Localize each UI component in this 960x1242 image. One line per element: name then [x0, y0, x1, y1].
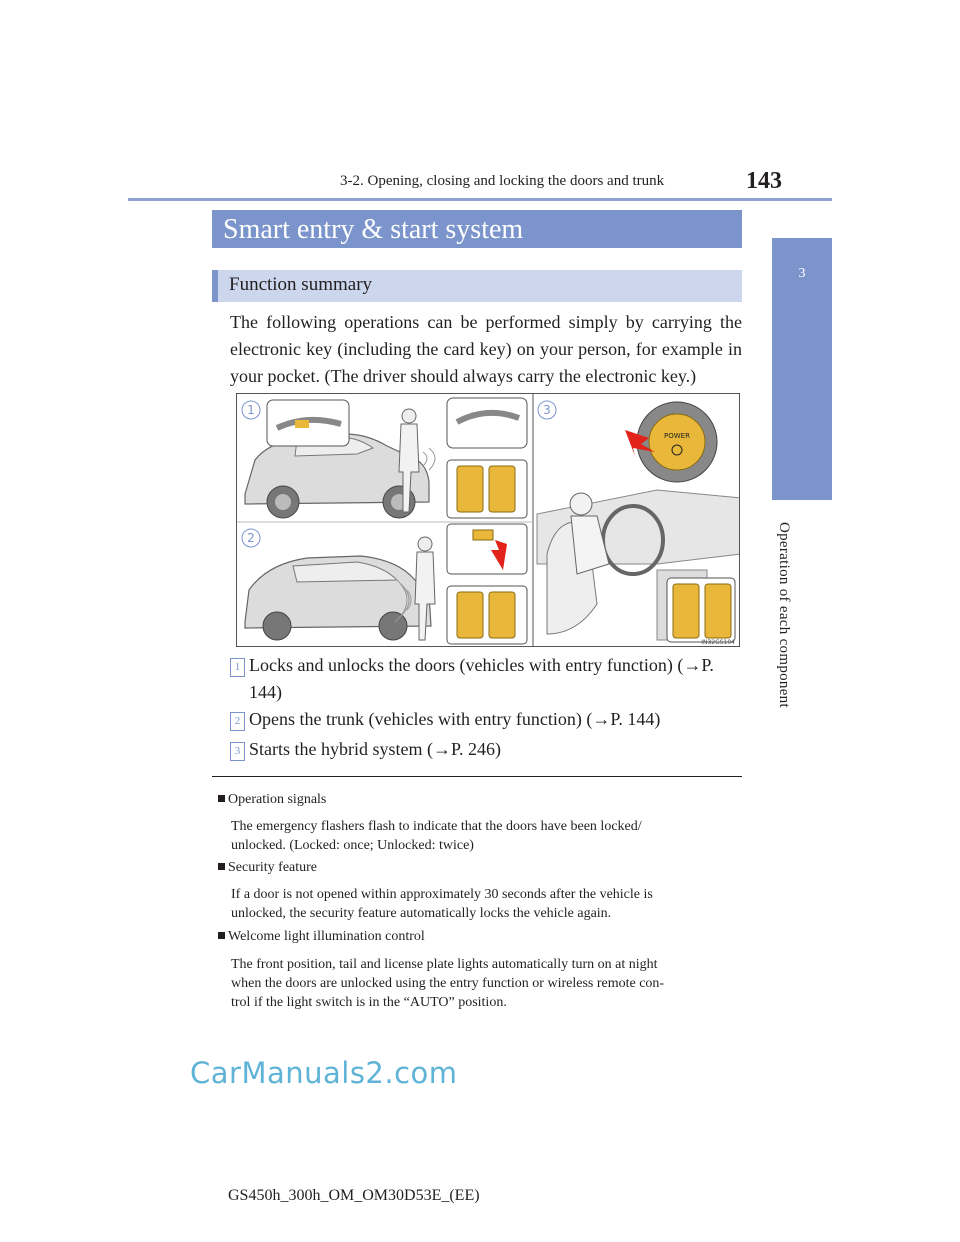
- marker-2: [242, 529, 260, 547]
- svg-text:2: 2: [247, 531, 255, 545]
- power-button-icon: [649, 414, 705, 470]
- marker-1: [242, 401, 260, 419]
- page-title: Smart entry & start system: [223, 214, 524, 245]
- note-body-1: [231, 817, 742, 855]
- step-text-3: Starts the hybrid system (→P. 246): [249, 739, 501, 759]
- power-button-label: POWER: [664, 432, 690, 440]
- notes-divider: [212, 776, 742, 777]
- svg-text:3: 3: [543, 403, 551, 417]
- note-heading-1: [218, 792, 326, 808]
- footer-code: GS450h_300h_OM_OM30D53E_(EE): [228, 1187, 480, 1204]
- marker-3: [538, 401, 556, 419]
- header-rule: [128, 198, 832, 201]
- bullet-square-icon: [218, 795, 225, 802]
- step-text-2: Opens the trunk (vehicles with entry function) (→P. 144): [249, 709, 661, 729]
- note-2-line-1: If a door is not opened within approximately 30 seconds after the vehicle is: [231, 887, 653, 902]
- watermark-logo[interactable]: CarManuals2.com: [190, 1056, 458, 1090]
- bullet-square-icon: [218, 863, 225, 870]
- note-1-line-2: unlocked. (Locked: once; Unlocked: twice): [231, 838, 474, 853]
- note-body-2: [231, 885, 742, 923]
- step-number-2: 2: [230, 712, 245, 731]
- chapter-label: [770, 520, 800, 720]
- note-1-line-1: The emergency flashers flash to indicate that the doors have been locked/: [231, 819, 642, 834]
- step-text-1a: Locks and unlocks the doors (vehicles with entry function) (→P.: [249, 655, 714, 675]
- door-handle-inset: [267, 400, 349, 446]
- step-number-1: 1: [230, 658, 245, 677]
- step-3: [230, 736, 750, 763]
- illustration-code: IN32GS104: [701, 639, 735, 646]
- card-key-icon: [489, 466, 515, 512]
- note-heading-text-2: Security feature: [228, 860, 318, 875]
- note-body-3: [231, 955, 742, 1012]
- electronic-key-icon: [457, 466, 483, 512]
- note-3-line-1: The front position, tail and license plate lights automatically turn on at night: [231, 957, 658, 972]
- note-heading-3: [218, 929, 425, 945]
- signal-waves-icon: [423, 448, 435, 470]
- note-2-line-2: unlocked, the security feature automatically locks the vehicle again.: [231, 906, 612, 921]
- svg-text:1: 1: [247, 403, 255, 417]
- note-heading-text-3: Welcome light illumination control: [228, 929, 425, 944]
- intro-paragraph: The following operations can be performed simply by carrying the electronic key (including the card key) on your person, for example in your pocket. (The driver should always carry the electronic key.): [230, 312, 742, 386]
- note-3-line-3: trol if the light switch is in the “AUTO” position.: [231, 995, 507, 1010]
- note-3-line-2: when the doors are unlocked using the entry function or wireless remote con-: [231, 976, 665, 991]
- smart-entry-illustration: [236, 393, 740, 647]
- step-number-3: 3: [230, 742, 245, 761]
- subtitle: Function summary: [229, 274, 373, 295]
- page-number: 143: [746, 168, 782, 194]
- chapter-number: 3: [798, 266, 806, 281]
- chapter-label-text: Operation of each component: [776, 522, 792, 708]
- step-1: [230, 652, 750, 706]
- note-heading-2: [218, 860, 317, 876]
- step-2: [230, 706, 750, 733]
- car-rear-icon: [245, 556, 431, 640]
- step-text-1b: 144): [249, 682, 282, 702]
- section-title: 3-2. Opening, closing and locking the doors and trunk: [340, 173, 665, 189]
- bullet-square-icon: [218, 932, 225, 939]
- illustration-svg: [237, 394, 740, 647]
- note-heading-text-1: Operation signals: [228, 792, 327, 807]
